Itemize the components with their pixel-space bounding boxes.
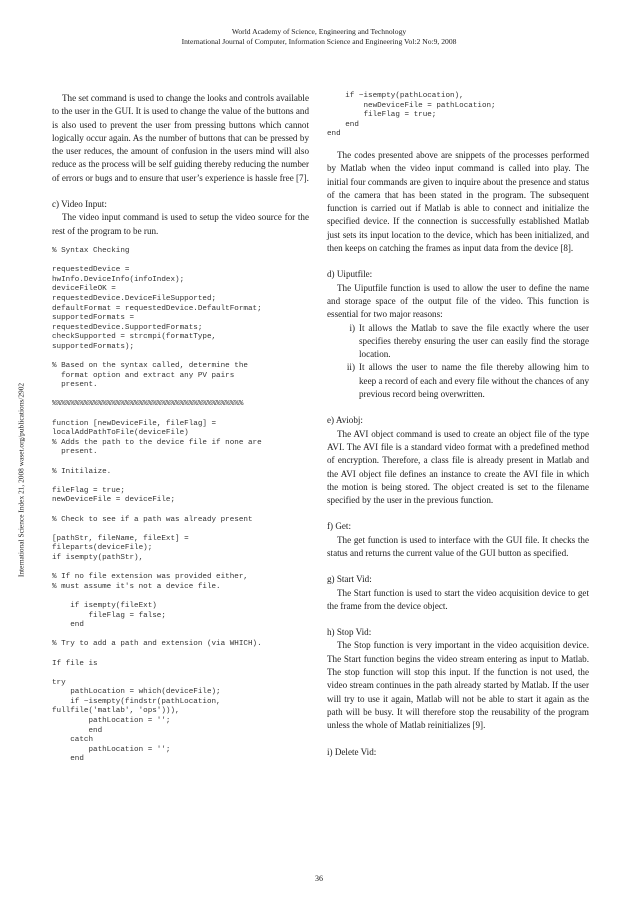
code-line: fileFlag = false;: [52, 611, 166, 620]
code-block-left: [52, 247, 309, 765]
code-blank-line: [52, 391, 309, 401]
code-line: %%%%%%%%%%%%%%%%%%%%%%%%%%%%%%%%%%%%%%%%%%: [52, 400, 244, 409]
code-line: deviceFileOK =: [52, 285, 116, 294]
code-blank-line: [52, 564, 309, 574]
code-line: end: [327, 130, 341, 139]
paragraph-video-input: The video input command is used to setup the video source for the rest of the program to be run.: [52, 212, 309, 236]
left-column: [52, 92, 309, 765]
reasons-list: [327, 322, 589, 402]
code-blank-line: [52, 506, 309, 516]
code-line: fileFlag = true;: [327, 111, 437, 120]
code-line: fileFlag = true;: [52, 486, 125, 495]
heading-video-input: c) Video Input:: [52, 199, 107, 210]
paragraph-stop-vid: The Stop function is very important in the video acquisition device. The Start function begins the video stream entering as input to Matlab. The stop function will stop this input. If the function is not used, the video stream continues in the path already started by Matlab. If the user will try to use it again, Matlab will not be able to start it again as the path will be busy. It will therefore stop the reusability of the program unless the whole of Matlab reinitializes [9].: [327, 640, 589, 731]
list-item: [327, 322, 589, 362]
code-line: requestedDevice.DeviceFileSupported;: [52, 294, 217, 303]
heading-aviobj: e) Aviobj:: [327, 415, 363, 426]
code-blank-line: [52, 410, 309, 420]
code-line: try: [52, 678, 66, 687]
list-item-text: It allows the user to name the file thereby allowing him to keep a record of each and every file without the chances of any previous record being overwritten.: [359, 362, 589, 400]
right-column: [327, 92, 589, 759]
code-line: if isempty(pathStr),: [52, 553, 144, 562]
code-line: pathLocation = '';: [52, 745, 171, 754]
heading-start-vid: g) Start Vid:: [327, 574, 372, 585]
code-line: catch: [52, 736, 94, 745]
paragraph-set-command: The set command is used to change the looks and controls available to the user in the GUI. It is used to change the value of the buttons and is also used to prevent the user from pressing buttons which cannot logically occur again. As the number of buttons that can be pressed by the user reduces, the amount of confusion in the users mind will also reduce as the process will be self guiding thereby reducing the number of errors or bugs and to ensure that user’s experience is hassle free [7].: [52, 93, 309, 183]
code-line: requestedDevice =: [52, 266, 130, 275]
code-line: present.: [52, 448, 98, 457]
paragraph-get: The get function is used to interface with the GUI file. It checks the status and returns the current value of the GUI button as specified.: [327, 534, 589, 558]
code-line: % must assume it's not a device file.: [52, 582, 221, 591]
code-line: pathLocation = which(deviceFile);: [52, 688, 221, 697]
code-line: end: [52, 726, 103, 735]
sidebar-text: International Science Index 21, 2008 waset.org/publications/2902: [16, 382, 26, 578]
paragraph-uiputfile: The Uiputfile function is used to allow the user to define the name and storage space of the output file of the video. This function is essential for two major reasons:: [327, 282, 589, 320]
heading-uiputfile: d) Uiputfile:: [327, 269, 373, 280]
code-blank-line: [52, 669, 309, 679]
paragraph-aviobj: The AVI object command is used to create an object file of the type AVI. The AVI file is a standard video format with a predefined method of encryption. Therefore, a class file is already present in Matlab and the AVI object file defines an instance to create the AVI file in which the motion is being stored. The object created is set to the filename specified by the user in the previous function.: [327, 428, 589, 506]
code-line: if ~isempty(pathLocation),: [327, 92, 464, 100]
code-line: format option and extract any PV pairs: [52, 371, 235, 380]
code-line: defaultFormat = requestedDevice.DefaultFormat;: [52, 304, 262, 313]
header-line-1: World Academy of Science, Engineering and Technology: [231, 27, 407, 36]
code-line: end: [52, 755, 84, 764]
code-line: % Based on the syntax called, determine the: [52, 362, 248, 371]
sidebar-index-note: [14, 350, 28, 610]
list-item-number: ii): [346, 362, 355, 373]
code-blank-line: [52, 477, 309, 487]
heading-stop-vid: h) Stop Vid:: [327, 627, 372, 638]
code-blank-line: [52, 458, 309, 468]
code-block-right: [327, 92, 589, 140]
heading-delete-vid: i) Delete Vid:: [327, 746, 377, 757]
code-line: end: [327, 120, 359, 129]
code-line: supportedFormats);: [52, 342, 135, 351]
code-blank-line: [52, 257, 309, 267]
page-number: 36: [315, 874, 323, 883]
header-line-2: International Journal of Computer, Information Science and Engineering Vol:2 No:9, 2008: [181, 37, 457, 46]
code-line: If file is: [52, 659, 98, 668]
code-line: present.: [52, 381, 98, 390]
code-line: fileparts(deviceFile);: [52, 544, 153, 553]
code-line: % Check to see if a path was already present: [52, 515, 253, 524]
code-line: supportedFormats =: [52, 314, 135, 323]
code-line: [pathStr, fileName, fileExt] =: [52, 534, 189, 543]
code-line: newDeviceFile = deviceFile;: [52, 496, 176, 505]
journal-header: [0, 27, 638, 47]
paragraph-start-vid: The Start function is used to start the video acquisition device to get the frame from the device object.: [327, 587, 589, 611]
code-blank-line: [52, 650, 309, 660]
code-line: requestedDevice.SupportedFormats;: [52, 323, 203, 332]
heading-get: f) Get:: [327, 521, 351, 532]
code-line: if ~isempty(findstr(pathLocation,: [52, 697, 221, 706]
code-line: end: [52, 621, 84, 630]
code-line: % Initilaize.: [52, 467, 112, 476]
list-item-text: It allows the Matlab to save the file exactly where the user specifies thereby ensuring the user can easily find the storage location.: [359, 322, 589, 360]
code-line: fullfile('matlab', 'ops'))),: [52, 707, 180, 716]
code-line: pathLocation = '';: [52, 717, 171, 726]
code-line: newDeviceFile = pathLocation;: [327, 101, 496, 110]
code-line: function [newDeviceFile, fileFlag] =: [52, 419, 217, 428]
code-line: if isempty(fileExt): [52, 601, 157, 610]
list-item-number: i): [349, 322, 355, 333]
code-blank-line: [52, 525, 309, 535]
code-blank-line: [52, 631, 309, 641]
code-line: localAddPathToFile(deviceFile): [52, 429, 189, 438]
paragraph-code-explanation: The codes presented above are snippets of the processes performed by Matlab when the video input command is called into play. The initial four commands are given to inquire about the presence and status of the camera that has been stated in the program. The subsequent function is carried out if Matlab is able to connect and initialize the specified device. If the connection is successfully established Matlab just sets its input location to the device, which has been initialized, and then keeps on catching the frames as input data from the device [8].: [327, 149, 589, 254]
code-line: checkSupported = strcmpi(formatType,: [52, 333, 217, 342]
code-blank-line: [52, 592, 309, 602]
code-line: % Try to add a path and extension (via WHICH).: [52, 640, 262, 649]
code-line: % Syntax Checking: [52, 246, 130, 255]
code-line: hwInfo.DeviceInfo(infoIndex);: [52, 275, 185, 284]
code-line: % Adds the path to the device file if none are: [52, 438, 262, 447]
code-line: % If no file extension was provided either,: [52, 573, 248, 582]
code-blank-line: [52, 353, 309, 363]
list-item: [327, 361, 589, 401]
